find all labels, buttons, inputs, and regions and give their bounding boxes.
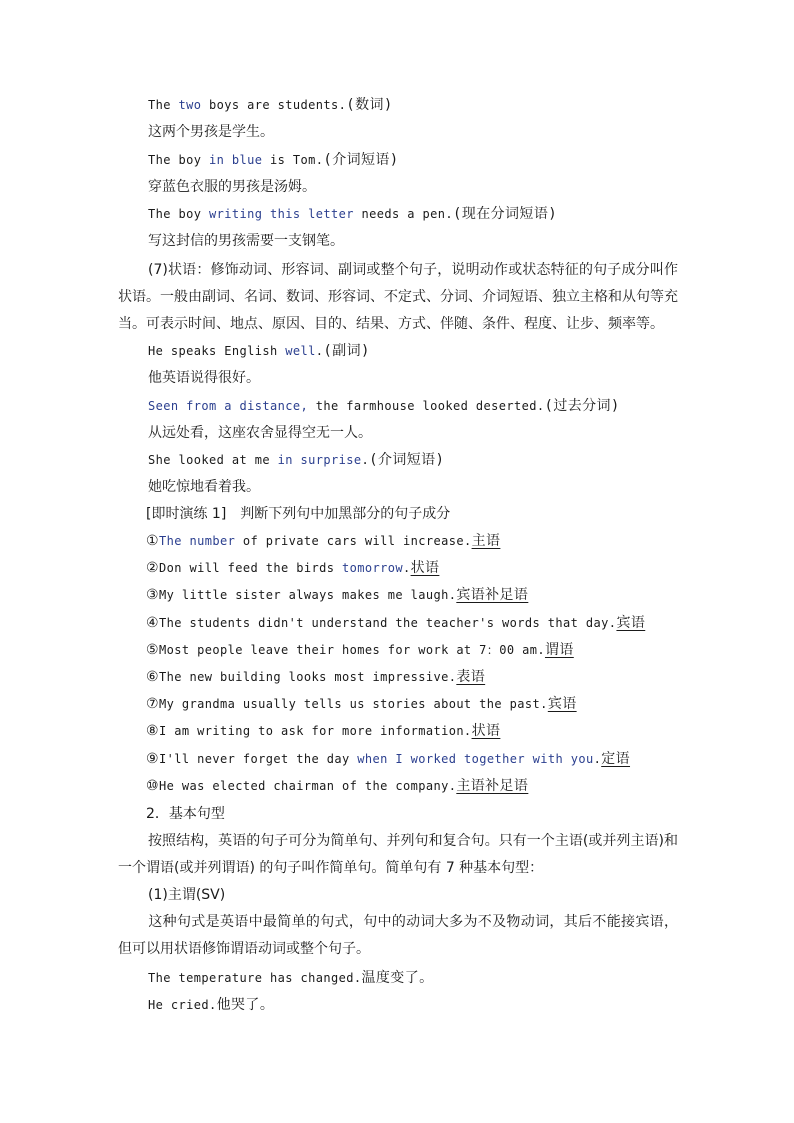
item-sentence: My grandma usually tells us stories about the past. bbox=[158, 697, 548, 712]
item-answer: 定语 bbox=[601, 750, 631, 767]
item-answer: 状语 bbox=[471, 723, 501, 740]
item-number: ⑤ bbox=[146, 641, 159, 658]
item-answer: 宾语补足语 bbox=[456, 587, 529, 604]
example-sentence: The boy writing this letter needs a pen.(现在分词短语) bbox=[148, 206, 558, 222]
item-number: ⑧ bbox=[146, 723, 159, 740]
example-sentence: The boy in blue is Tom.(介词短语) bbox=[148, 152, 399, 168]
item-sentence: The new building looks most impressive. bbox=[158, 670, 457, 684]
item-sentence: Don will feed the birds bbox=[158, 561, 342, 576]
item-number: ⑨ bbox=[146, 750, 159, 767]
example-translation: 穿蓝色衣服的男孩是汤姆。 bbox=[148, 179, 316, 195]
item-highlight: when I worked together with you bbox=[357, 751, 594, 766]
item-sentence-end: . bbox=[593, 751, 602, 766]
item-number: ⑦ bbox=[146, 696, 159, 713]
item-answer: 状语 bbox=[410, 560, 440, 577]
item-answer: 主语 bbox=[471, 533, 501, 549]
item-answer: 宾语 bbox=[616, 614, 646, 631]
example-sentence: He cried.他哭了。 bbox=[148, 997, 275, 1013]
exercise-title: [即时演练 1] 判断下列句中加黑部分的句子成分 bbox=[146, 506, 451, 522]
item-number: ⑩ bbox=[146, 777, 159, 794]
item-answer: 谓语 bbox=[544, 641, 574, 658]
exercise-item bbox=[146, 641, 574, 659]
pattern-heading: (1)主谓(SV) bbox=[148, 887, 226, 903]
exercise-item bbox=[146, 695, 577, 713]
exercise-item bbox=[146, 668, 485, 686]
item-number: ③ bbox=[146, 587, 159, 604]
item-number: ① bbox=[146, 533, 159, 549]
item-sentence-end: of private cars will increase. bbox=[235, 534, 472, 548]
example-translation: 从远处看，这座农舍显得空无一人。 bbox=[148, 425, 372, 441]
item-sentence-end: . bbox=[402, 561, 411, 576]
example-translation: 他英语说得很好。 bbox=[148, 370, 260, 386]
example-translation: 写这封信的男孩需要一支钢笔。 bbox=[148, 233, 344, 249]
exercise-item bbox=[146, 559, 439, 577]
item-number: ⑥ bbox=[146, 669, 159, 685]
item-sentence: The students didn't understand the teacher's words that day. bbox=[158, 615, 617, 630]
item-sentence: My little sister always makes me laugh. bbox=[158, 588, 457, 603]
item-sentence: I am writing to ask for more information. bbox=[158, 724, 472, 739]
item-number: ④ bbox=[146, 614, 159, 631]
exercise-item bbox=[146, 777, 528, 795]
exercise-item bbox=[146, 722, 500, 740]
section-heading: 2．基本句型 bbox=[146, 806, 225, 822]
example-sentence: The temperature has changed.温度变了。 bbox=[148, 970, 434, 986]
section-intro: 按照结构，英语的句子可分为简单句、并列句和复合句。只有一个主语(或并列主语)和一个谓语(或并列谓语) 的句子叫作简单句。简单句有 7 种基本句型： bbox=[118, 833, 678, 876]
example-translation: 这两个男孩是学生。 bbox=[148, 124, 274, 140]
item-sentence: I'll never forget the day bbox=[158, 751, 358, 766]
item-answer: 主语补足语 bbox=[456, 777, 529, 794]
item-highlight: The number bbox=[158, 534, 236, 548]
example-translation: 她吃惊地看着我。 bbox=[148, 479, 260, 495]
example-sentence: Seen from a distance, the farmhouse looked deserted.(过去分词) bbox=[148, 398, 620, 414]
adverbial-definition: (7)状语：修饰动词、形容词、副词或整个句子，说明动作或状态特征的句子成分叫作状语。一般由副词、名词、数词、形容词、不定式、分词、介词短语、独立主格和从句等充当。可表示时间、地点、原因、目的、结果、方式、伴随、条件、程度、让步、频率等。 bbox=[118, 262, 678, 332]
example-sentence: He speaks English well.(副词) bbox=[148, 343, 370, 359]
item-answer: 宾语 bbox=[547, 696, 577, 713]
example-sentence: The two boys are students.(数词) bbox=[148, 97, 393, 113]
exercise-item bbox=[146, 614, 645, 632]
item-sentence: He was elected chairman of the company. bbox=[158, 778, 457, 793]
item-highlight: tomorrow bbox=[341, 561, 403, 576]
exercise-item bbox=[146, 586, 528, 604]
item-number: ② bbox=[146, 560, 159, 577]
example-sentence: She looked at me in surprise.(介词短语) bbox=[148, 452, 445, 468]
item-answer: 表语 bbox=[456, 669, 486, 685]
item-sentence: Most people leave their homes for work at 7：00 am. bbox=[158, 642, 545, 657]
exercise-item bbox=[146, 750, 630, 768]
pattern-description: 这种句式是英语中最简单的句式，句中的动词大多为不及物动词，其后不能接宾语，但可以用状语修饰谓语动词或整个句子。 bbox=[118, 914, 678, 957]
exercise-item bbox=[146, 532, 500, 550]
